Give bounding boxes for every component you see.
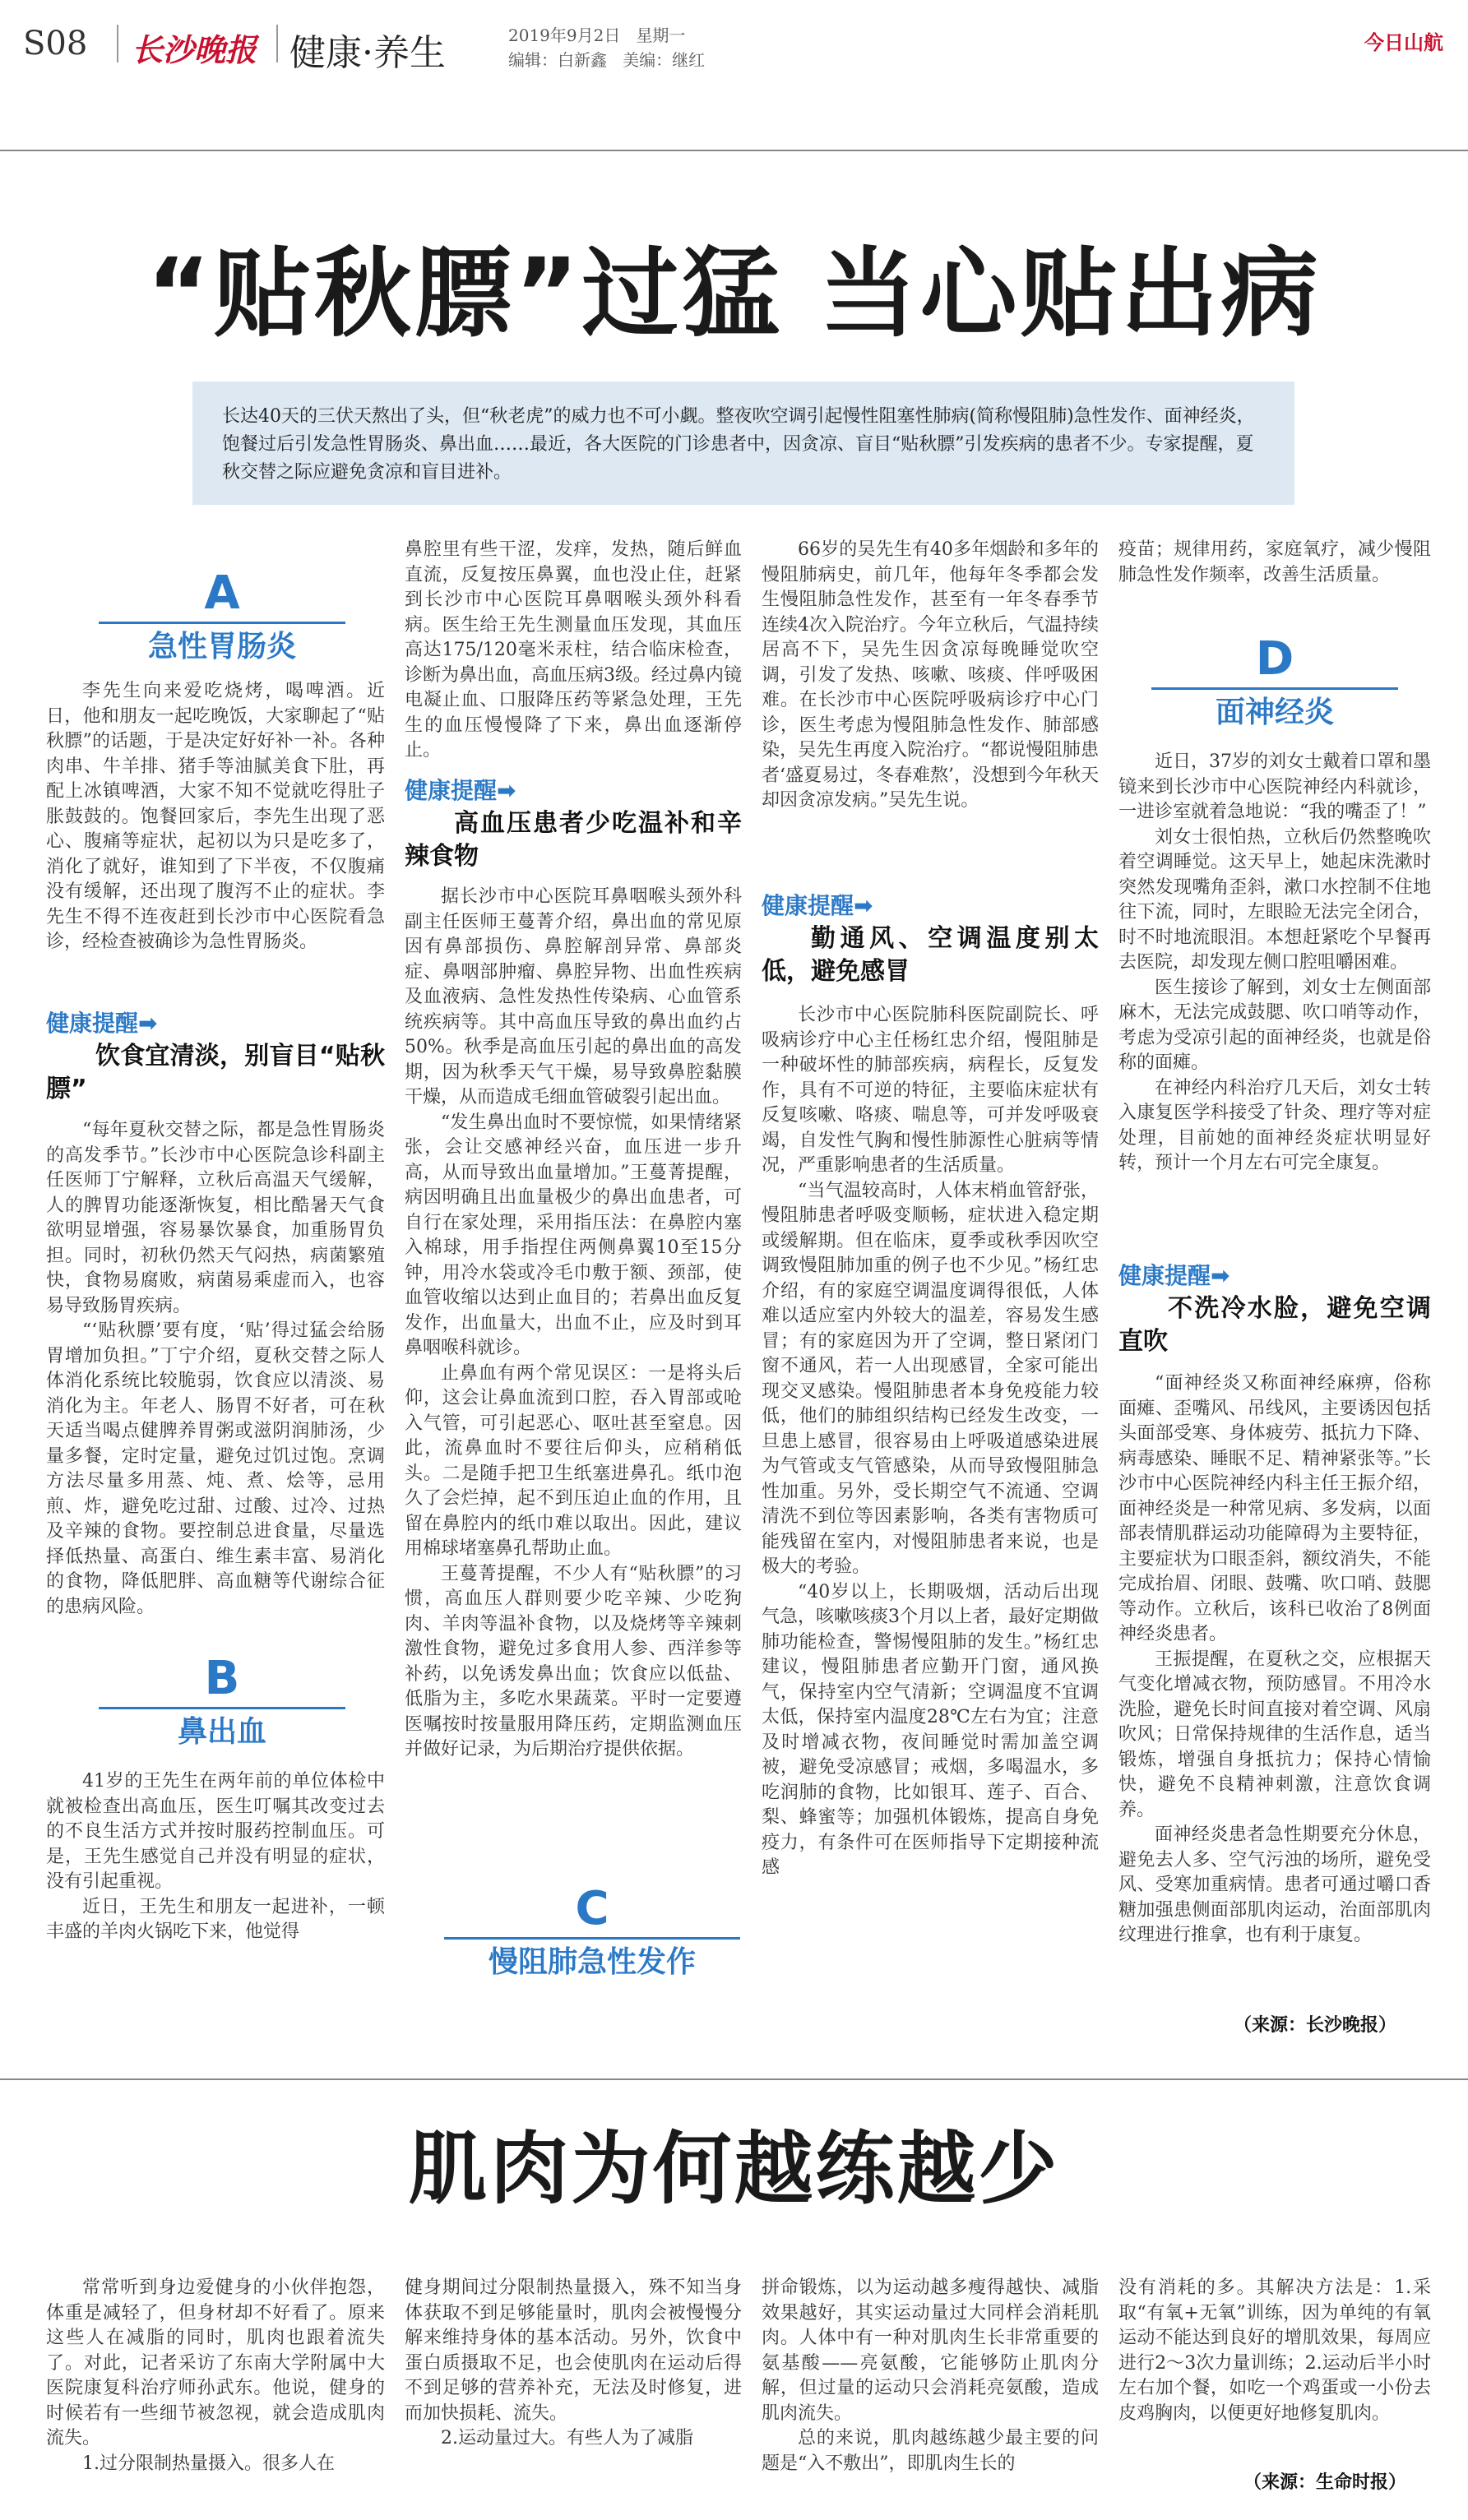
- paragraph: 王蔓菁提醒，不少人有“贴秋膘”的习惯，高血压人群则要少吃辛辣、少吃狗肉、羊肉等温补食物，以及烧烤等辛辣刺激性食物，避免过多食用人参、西洋参等补药，以免诱发鼻出血；饮食应以低盐、低脂为主，多吃水果蔬菜。平时一定要遵医嘱按时按量服用降压药，定期监测血压并做好记录，为后期治疗提供依据。: [405, 1563, 742, 1759]
- page-code: S08: [23, 25, 88, 62]
- health-tip-label: 健康提醒➡: [1118, 1262, 1230, 1289]
- paragraph: 66岁的吴先生有40多年烟龄和多年的慢阻肺病史，前几年，他每年冬季都会发生慢阻肺急性发作，甚至有一年冬春季节连续4次入院治疗。今年立秋后，气温持续居高不下，吴先生因贪凉每晚睡觉吹空调，引发了发热、咳嗽、咳痰、伴呼吸困难。在长沙市中心医院呼吸病诊疗中心门诊，医生考虑为慢阻肺急性发作、肺部感染，吴先生再度入院治疗。“都说慢阻肺患者‘盛夏易过，冬春难熬’，没想到今年秋天却因贪凉发病。”吴先生说。: [762, 539, 1099, 811]
- paragraph: 2.运动量过大。有些人为了减脂: [441, 2428, 693, 2448]
- paragraph: 长沙市中心医院肺科医院副院长、呼吸病诊疗中心主任杨红忠介绍，慢阻肺是一种破坏性的肺部疾病，病程长，反复发作，具有不可逆的特征，主要临床症状有反复咳嗽、咯痰、喘息等，可并发呼吸衰竭，自发性气胸和慢性肺源性心脏病等情况，严重影响患者的生活质量。: [762, 1005, 1099, 1176]
- corner-label: 今日山航: [1364, 30, 1443, 54]
- paragraph: 没有消耗的多。其解决方法是：1.采取“有氧+无氧”训练，因为单纯的有氧运动不能达到良好的增肌效果，每周应进行2～3次力量训练；2.运动后半小时左右加个餐，如吃一个鸡蛋或一小份去皮鸡胸肉，以便更好地修复肌肉。: [1118, 2277, 1431, 2424]
- column-1-middle: [46, 1118, 385, 1620]
- column-1-bottom: [46, 1769, 385, 1945]
- issue-date: 2019年9月2日: [508, 25, 621, 45]
- column-1-top: [46, 679, 385, 955]
- column-2-top: [405, 538, 742, 764]
- editor: 编辑：白新鑫: [508, 50, 607, 70]
- paragraph: 41岁的王先生在两年前的单位体检中就被检查出高血压，医生叮嘱其改变过去的不良生活方式并按时服药控制血压。可是，王先生感觉自己并没有明显的症状，没有引起重视。: [46, 1771, 385, 1892]
- health-tip-label: 健康提醒➡: [46, 1010, 158, 1037]
- tip-title: 勤通风、空调温度别太低，避免感冒: [762, 924, 1099, 986]
- paragraph: “40岁以上，长期吸烟，活动后出现气急，咳嗽咳痰3个月以上者，最好定期做肺功能检查，警惕慢阻肺的发生。”杨红忠建议，慢阻肺患者应勤开门窗，通风换气，保持室内空气清新；空调温度不宜调太低，保持室内温度28℃左右为宜；注意及时增减衣物，夜间睡觉时需加盖空调被，避免受凉感冒；戒烟，多喝温水，多吃润肺的食物，比如银耳、莲子、百合、梨、蜂蜜等；加强机体锻炼，提高自身免疫力，有条件可在医师指导下定期接种流感: [762, 1581, 1099, 1878]
- story2-column-1: [46, 2276, 385, 2476]
- paragraph: 止鼻血有两个常见误区：一是将头后仰，这会让鼻血流到口腔，吞入胃部或呛入气管，可引起恶心、呕吐甚至窒息。因此，流鼻血时不要往后仰头，应稍稍低头。二是随手把卫生纸塞进鼻孔。纸巾泡久了会烂掉，起不到压迫止血的作用，且留在鼻腔内的纸巾难以取出。因此，建议用棉球堵塞鼻孔帮助止血。: [405, 1362, 742, 1559]
- section-letter: A: [204, 566, 240, 620]
- paragraph: 面神经炎患者急性期要充分休息，避免去人多、空气污浊的场所，避免受风、受寒加重病情。患者可通过嚼口香糖加强患侧面部肌肉运动，治面部肌肉纹理进行推拿，也有利于康复。: [1118, 1824, 1431, 1945]
- health-tip-label: 健康提醒➡: [762, 892, 873, 919]
- paragraph: 医生接诊了解到，刘女士左侧面部麻木，无法完成鼓腮、吹口哨等动作，考虑为受凉引起的面神经炎，也就是俗称的面瘫。: [1118, 977, 1431, 1073]
- paragraph: 近日，王先生和朋友一起进补，一顿丰盛的羊肉火锅吃下来，他觉得: [46, 1896, 385, 1942]
- health-tip-label: 健康提醒➡: [405, 777, 516, 804]
- column-4-top: [1118, 538, 1431, 588]
- tip-title: 不洗冷水脸，避免空调直吹: [1118, 1294, 1431, 1356]
- header-meta: [508, 23, 705, 72]
- tip-title: 高血压患者少吃温补和辛辣食物: [405, 809, 742, 871]
- column-2-body: [405, 885, 742, 1763]
- section-rule: [444, 1937, 740, 1940]
- paragraph: “‘贴秋膘’要有度，‘贴’得过猛会给肠胃增加负担。”丁宁介绍，夏秋交替之际人体消化系统比较脆弱，饮食应以清淡、易消化为主。年老人、肠胃不好者，可在秋天适当喝点健脾养胃粥或滋阴润肺汤，少量多餐，定时定量，避免过饥过饱。烹调方法尽量多用蒸、炖、煮、烩等，忌用煎、炸，避免吃过甜、过酸、过冷、过热及辛辣的食物。要控制总进食量，尽量选择低热量、高蛋白、维生素丰富、易消化的食物，降低肥胖、高血糖等代谢综合征的患病风险。: [46, 1320, 385, 1617]
- paragraph: 据长沙市中心医院耳鼻咽喉头颈外科副主任医师王蔓菁介绍，鼻出血的常见原因有鼻部损伤、鼻腔解剖异常、鼻部炎症、鼻咽部肿瘤、鼻腔异物、出血性疾病及血液病、急性发热性传染病、心血管系统疾病等。其中高血压导致的鼻出血约占50%。秋季是高血压引起的鼻出血的高发期，因为秋季天气干燥，易导致鼻腔黏膜干燥，从而造成毛细血管破裂引起出血。: [405, 886, 742, 1107]
- section-d-heading: [1151, 633, 1398, 731]
- tip-b: [405, 774, 742, 873]
- section-rule: [99, 622, 345, 624]
- section-letter: D: [1255, 632, 1294, 686]
- section-a-heading: [99, 567, 345, 665]
- column-4-bottom: [1118, 1371, 1431, 1949]
- tip-d: [1118, 1260, 1431, 1358]
- paragraph: “每年夏秋交替之际，都是急性胃肠炎的高发季节。”长沙市中心医院急诊科副主任医师丁宁解释，立秋后高温天气缓解，人的脾胃功能逐渐恢复，相比酷暑天气食欲明显增强，容易暴饮暴食，加重肠胃负担。同时，初秋仍然天气闷热，病菌繁殖快，食物易腐败，病菌易乘虚而入，也容易导致肠胃疾病。: [46, 1120, 385, 1316]
- paragraph: “面神经炎又称面神经麻痹，俗称面瘫、歪嘴风、吊线风，主要诱因包括头面部受寒、身体疲劳、抵抗力下降、病毒感染、睡眠不足、精神紧张等。”长沙市中心医院神经内科主任王振介绍，面神经炎是一种常见病、多发病，以面部表情肌群运动功能障碍为主要特征，主要症状为口眼歪斜，额纹消失，不能完成抬眉、闭眼、鼓嘴、吹口哨、鼓腮等动作。立秋后，该科已收治了8例面神经炎患者。: [1118, 1373, 1431, 1644]
- tip-c: [762, 890, 1099, 988]
- section-letter: C: [575, 1882, 609, 1935]
- tip-title: 饮食宜清淡，别盲目“贴秋膘”: [46, 1042, 385, 1103]
- art-editor: 美编：继红: [623, 50, 706, 70]
- section-rule: [1151, 687, 1398, 690]
- section-title: 慢阻肺急性发作: [488, 1945, 696, 1979]
- paragraph: 王振提醒，在夏秋之交，应根据天气变化增减衣物，预防感冒。不用冷水洗脸，避免长时间直接对着空调、风扇吹风；日常保持规律的生活作息，适当锻炼，增强自身抵抗力；保持心情愉快，避免不良精神刺激，注意饮食调养。: [1118, 1648, 1431, 1820]
- paragraph: 李先生向来爱吃烧烤，喝啤酒。近日，他和朋友一起吃晚饭，大家聊起了“贴秋膘”的话题，于是决定好好补一补。各种肉串、牛羊排、猪手等油腻美食下肚，再配上冰镇啤酒，大家不知不觉就吃得肚子胀鼓鼓的。饱餐回家后，李先生出现了恶心、腹痛等症状，起初以为只是吃多了，消化了就好，谁知到了下半夜，不仅腹痛没有缓解，还出现了腹泻不止的症状。李先生不得不连夜赶到长沙市中心医院看急诊，经检查被确诊为急性胃肠炎。: [46, 681, 385, 952]
- story2-column-2: [405, 2276, 742, 2452]
- section-title: 面神经炎: [1215, 696, 1334, 729]
- section-rule: [99, 1707, 345, 1709]
- intro-box: 长达40天的三伏天熬出了头，但“秋老虎”的威力也不可小觑。整夜吹空调引起慢性阻塞性肺病(简称慢阻肺)急性发作、面神经炎，饱餐过后引发急性胃肠炎、鼻出血……最近，各大医院的门诊患者中，因贪凉、盲目“贴秋膘”引发疾病的患者不少。专家提醒，夏秋交替之际应避免贪凉和盲目进补。: [192, 381, 1294, 505]
- paragraph: 拼命锻炼，以为运动越多瘦得越快、减脂效果越好，其实运动量过大同样会消耗肌肉。人体中有一种对肌肉生长非常重要的氨基酸——亮氨酸，它能够防止肌肉分解，但过量的运动只会消耗亮氨酸，造成肌肉流失。: [762, 2277, 1099, 2424]
- paragraph: 健身期间过分限制热量摄入，殊不知当身体获取不到足够能量时，肌肉会被慢慢分解来维持身体的基本活动。另外，饮食中蛋白质摄取不足，也会使肌肉在运动后得不到足够的营养补充，无法及时修复，进而加快损耗、流失。: [405, 2277, 742, 2424]
- column-3-top: [762, 538, 1099, 814]
- second-headline: 肌肉为何越练越少: [408, 2123, 1060, 2215]
- section-title: 鼻出血: [177, 1715, 266, 1749]
- section-title: 急性胃肠炎: [147, 630, 296, 664]
- tip-a: [46, 1007, 385, 1106]
- paragraph: 疫苗；规律用药，家庭氧疗，减少慢阻肺急性发作频率，改善生活质量。: [1118, 539, 1431, 585]
- paragraph: 刘女士很怕热，立秋后仍然整晚吹着空调睡觉。这天早上，她起床洗漱时突然发现嘴角歪斜，漱口水控制不住地往下流，同时，左眼睑无法完全闭合，时不时地流眼泪。本想赶紧吃个早餐再去医院，却发现左侧口腔咀嚼困难。: [1118, 826, 1431, 973]
- column-3-body: [762, 1003, 1099, 1881]
- source-credit: （来源：生命时报）: [1243, 2472, 1407, 2493]
- main-headline: “贴秋膘”过猛 当心贴出病: [146, 237, 1322, 350]
- paragraph: 近日，37岁的刘女士戴着口罩和墨镜来到长沙市中心医院神经内科就诊，一进诊室就着急地说：“我的嘴歪了！”: [1118, 751, 1431, 822]
- weekday: 星期一: [636, 25, 686, 45]
- section-title: 健康·养生: [289, 32, 446, 74]
- paragraph: 常常听到身边爱健身的小伙伴抱怨，体重是减轻了，但身材却不好看了。原来这些人在减脂的同时，肌肉也跟着流失了。对此，记者采访了东南大学附属中大医院康复科治疗师孙武东。他说，健身的时候若有一些细节被忽视，就会造成肌肉流失。: [46, 2277, 385, 2448]
- paragraph: 1.过分限制热量摄入。很多人在: [82, 2453, 335, 2474]
- paragraph: “发生鼻出血时不要惊慌，如果情绪紧张，会让交感神经兴奋，血压进一步升高，从而导致出血量增加。”王蔓菁提醒，病因明确且出血量极少的鼻出血患者，可自行在家处理，采用指压法：在鼻腔内塞入棉球，用手指捏住两侧鼻翼10至15分钟，用冷水袋或冷毛巾敷于额、颈部，使血管收缩以达到止血目的；若鼻出血反复发作，出血量大，出血不止，应及时到耳鼻咽喉科就诊。: [405, 1112, 742, 1358]
- header-rule: [0, 150, 1468, 151]
- story-divider: [0, 2078, 1468, 2080]
- paper-logo: 长沙晚报: [132, 31, 257, 68]
- source-credit: （来源：长沙晚报）: [1234, 2015, 1397, 2036]
- section-c-heading: [444, 1883, 740, 1981]
- column-4-body: [1118, 750, 1431, 1177]
- paragraph: 鼻腔里有些干涩，发痒，发热，随后鲜血直流，反复按压鼻翼，血也没止住，赶紧到长沙市中心医院耳鼻咽喉头颈外科看病。医生给王先生测量血压发现，其血压高达175/120毫米汞柱，结合临床检查，诊断为鼻出血，高血压病3级。经过鼻内镜电凝止血、口服降压药等紧急处理，王先生的血压慢慢降了下来，鼻出血逐渐停止。: [405, 539, 742, 761]
- paragraph: 总的来说，肌肉越练越少最主要的问题是“入不敷出”，即肌肉生长的: [762, 2428, 1099, 2474]
- paragraph: 在神经内科治疗几天后，刘女士转入康复医学科接受了针灸、理疗等对症处理，目前她的面神经炎症状明显好转，预计一个月左右可完全康复。: [1118, 1077, 1431, 1173]
- section-b-heading: [99, 1653, 345, 1750]
- header-divider: [276, 25, 278, 62]
- story2-column-4: [1118, 2276, 1431, 2426]
- paragraph: “当气温较高时，人体末梢血管舒张，慢阻肺患者呼吸变顺畅，症状进入稳定期或缓解期。但在临床，夏季或秋季因吹空调致慢阻肺加重的例子也不少见。”杨红忠介绍，有的家庭空调温度调得很低，人体难以适应室内外较大的温差，容易发生感冒；有的家庭因为开了空调，整日紧闭门窗不通风，若一人出现感冒，全家可能出现交叉感染。慢阻肺患者本身免疫能力较低，他们的肺组织结构已经发生改变，一旦患上感冒，很容易由上呼吸道感染进展为气管或支气管感染，从而导致慢阻肺急性加重。另外，受长期空气不流通、空调清洗不到位等因素影响，各类有害物质可能残留在室内，对慢阻肺患者来说，也是极大的考验。: [762, 1180, 1099, 1577]
- story2-column-3: [762, 2276, 1099, 2476]
- section-letter: B: [204, 1652, 240, 1705]
- header-divider: [117, 25, 118, 62]
